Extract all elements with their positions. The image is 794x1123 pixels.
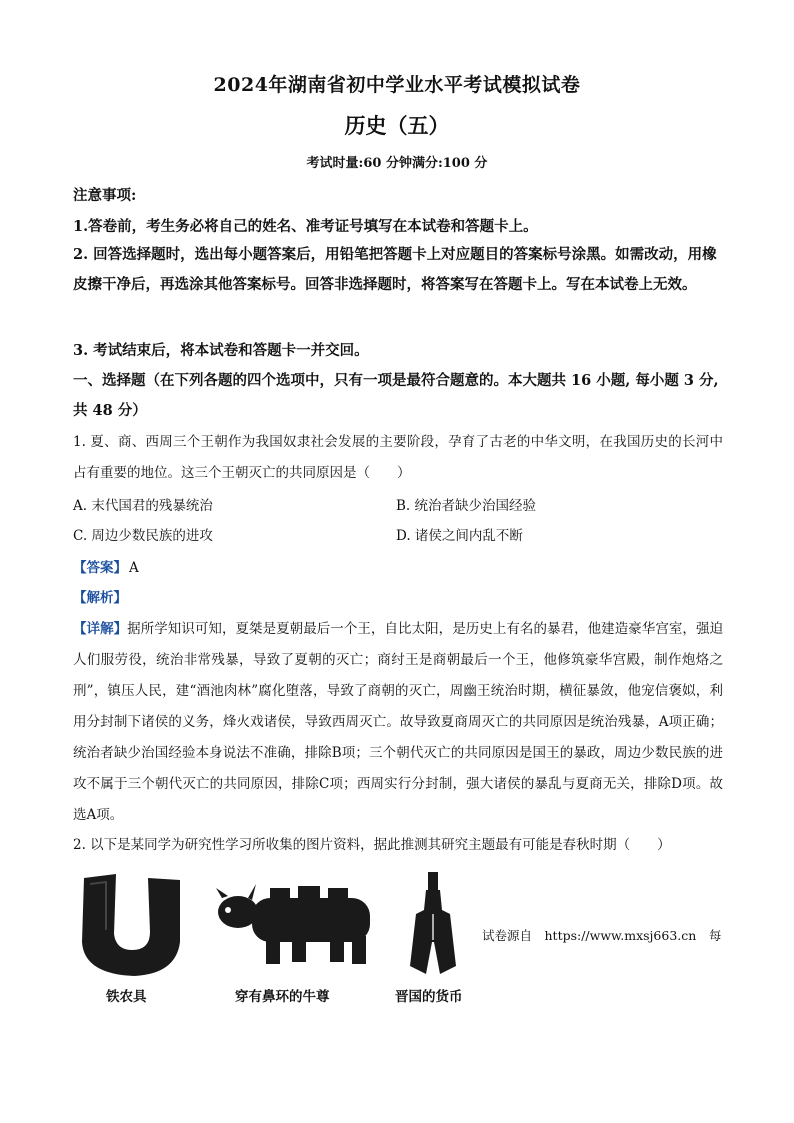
answer-tag: 【答案】 <box>73 560 127 576</box>
iron-tool-image <box>76 870 188 980</box>
exam-meta: 考试时量:60 分钟满分:100 分 <box>306 156 488 171</box>
q1-answer-line <box>73 556 139 576</box>
q1-detail <box>73 614 723 831</box>
q1-option-c: C. 周边少数民族的进攻 <box>73 528 213 544</box>
q1-option-a: A. 末代国君的残暴统治 <box>73 498 213 514</box>
caption-ox-zun: 穿有鼻环的牛尊 <box>235 989 330 1005</box>
q1-option-b: B. 统治者缺少治国经验 <box>396 498 537 514</box>
notes-item-3: 3. 考试结束后，将本试卷和答题卡一并交回。 <box>73 342 369 359</box>
exam-title: 2024年湖南省初中学业水平考试模拟试卷 <box>213 74 581 96</box>
notes-heading: 注意事项: <box>73 187 137 204</box>
notes-item-2: 2. 回答选择题时，选出每小题答案后，用铅笔把答题卡上对应题目的答案标号涂黑。如需改动，用橡皮擦干净后，再选涂其他答案标号。回答非选择题时，将答案写在答题卡上。写在本试卷上无效。 <box>73 246 717 293</box>
detail-tag: 【详解】 <box>73 621 128 637</box>
caption-coin: 晋国的货币 <box>395 989 463 1005</box>
caption-iron-tool: 铁农具 <box>106 989 147 1005</box>
exam-subtitle: 历史（五） <box>344 113 450 138</box>
notes-item-1: 1.答卷前，考生务必将自己的姓名、准考证号填写在本试卷和答题卡上。 <box>73 218 538 235</box>
q1-option-d: D. 诸侯之间内乱不断 <box>396 528 523 544</box>
detail-text: 据所学知识可知，夏桀是夏朝最后一个王，自比太阳，是历史上有名的暴君，他建造豪华宫室，强迫人们服劳役，统治非常残暴，导致了夏朝的灭亡；商纣王是商朝最后一个王，他修筑豪华宫殿，制作炮烙之刑”，镇压人民，建“酒池肉林”腐化堕落，导致了商朝的灭亡，周幽王统治时期，横征暴敛，他宠信褒姒，利用分封制下诸侯的义务，烽火戏诸侯，导致西周灭亡。故导致夏商周灭亡的共同原因是统治残暴，A项正确；统治者缺少治国经验本身说法不准确，排除B项；三个朝代灭亡的共同原因是国王的暴政，周边少数民族的进攻不属于三个朝代灭亡的共同原因，排除C项；西周实行分封制，强大诸侯的暴乱与夏商无关，排除D项。故选A项。 <box>73 621 724 823</box>
q2-stem: 2. 以下是某同学为研究性学习所收集的图片资料，据此推测其研究主题最有可能是春秋时期（ ） <box>73 837 671 853</box>
source-watermark: 试卷源自 https://www.mxsj663.cn 每 <box>482 928 722 943</box>
section-heading: 一、选择题（在下列各题的四个选项中，只有一项是最符合题意的。本大题共 16 小题, 每小题 3 分,共 48 分） <box>73 372 719 419</box>
answer-value: A <box>129 560 139 576</box>
spade-coin-image <box>404 870 462 976</box>
analysis-tag: 【解析】 <box>73 590 127 606</box>
q1-stem: 1. 夏、商、西周三个王朝作为我国奴隶社会发展的主要阶段，孕育了古老的中华文明，在我国历史的长河中占有重要的地位。这三个王朝灭亡的共同原因是（ ） <box>73 434 723 481</box>
ox-zun-image <box>212 876 382 966</box>
